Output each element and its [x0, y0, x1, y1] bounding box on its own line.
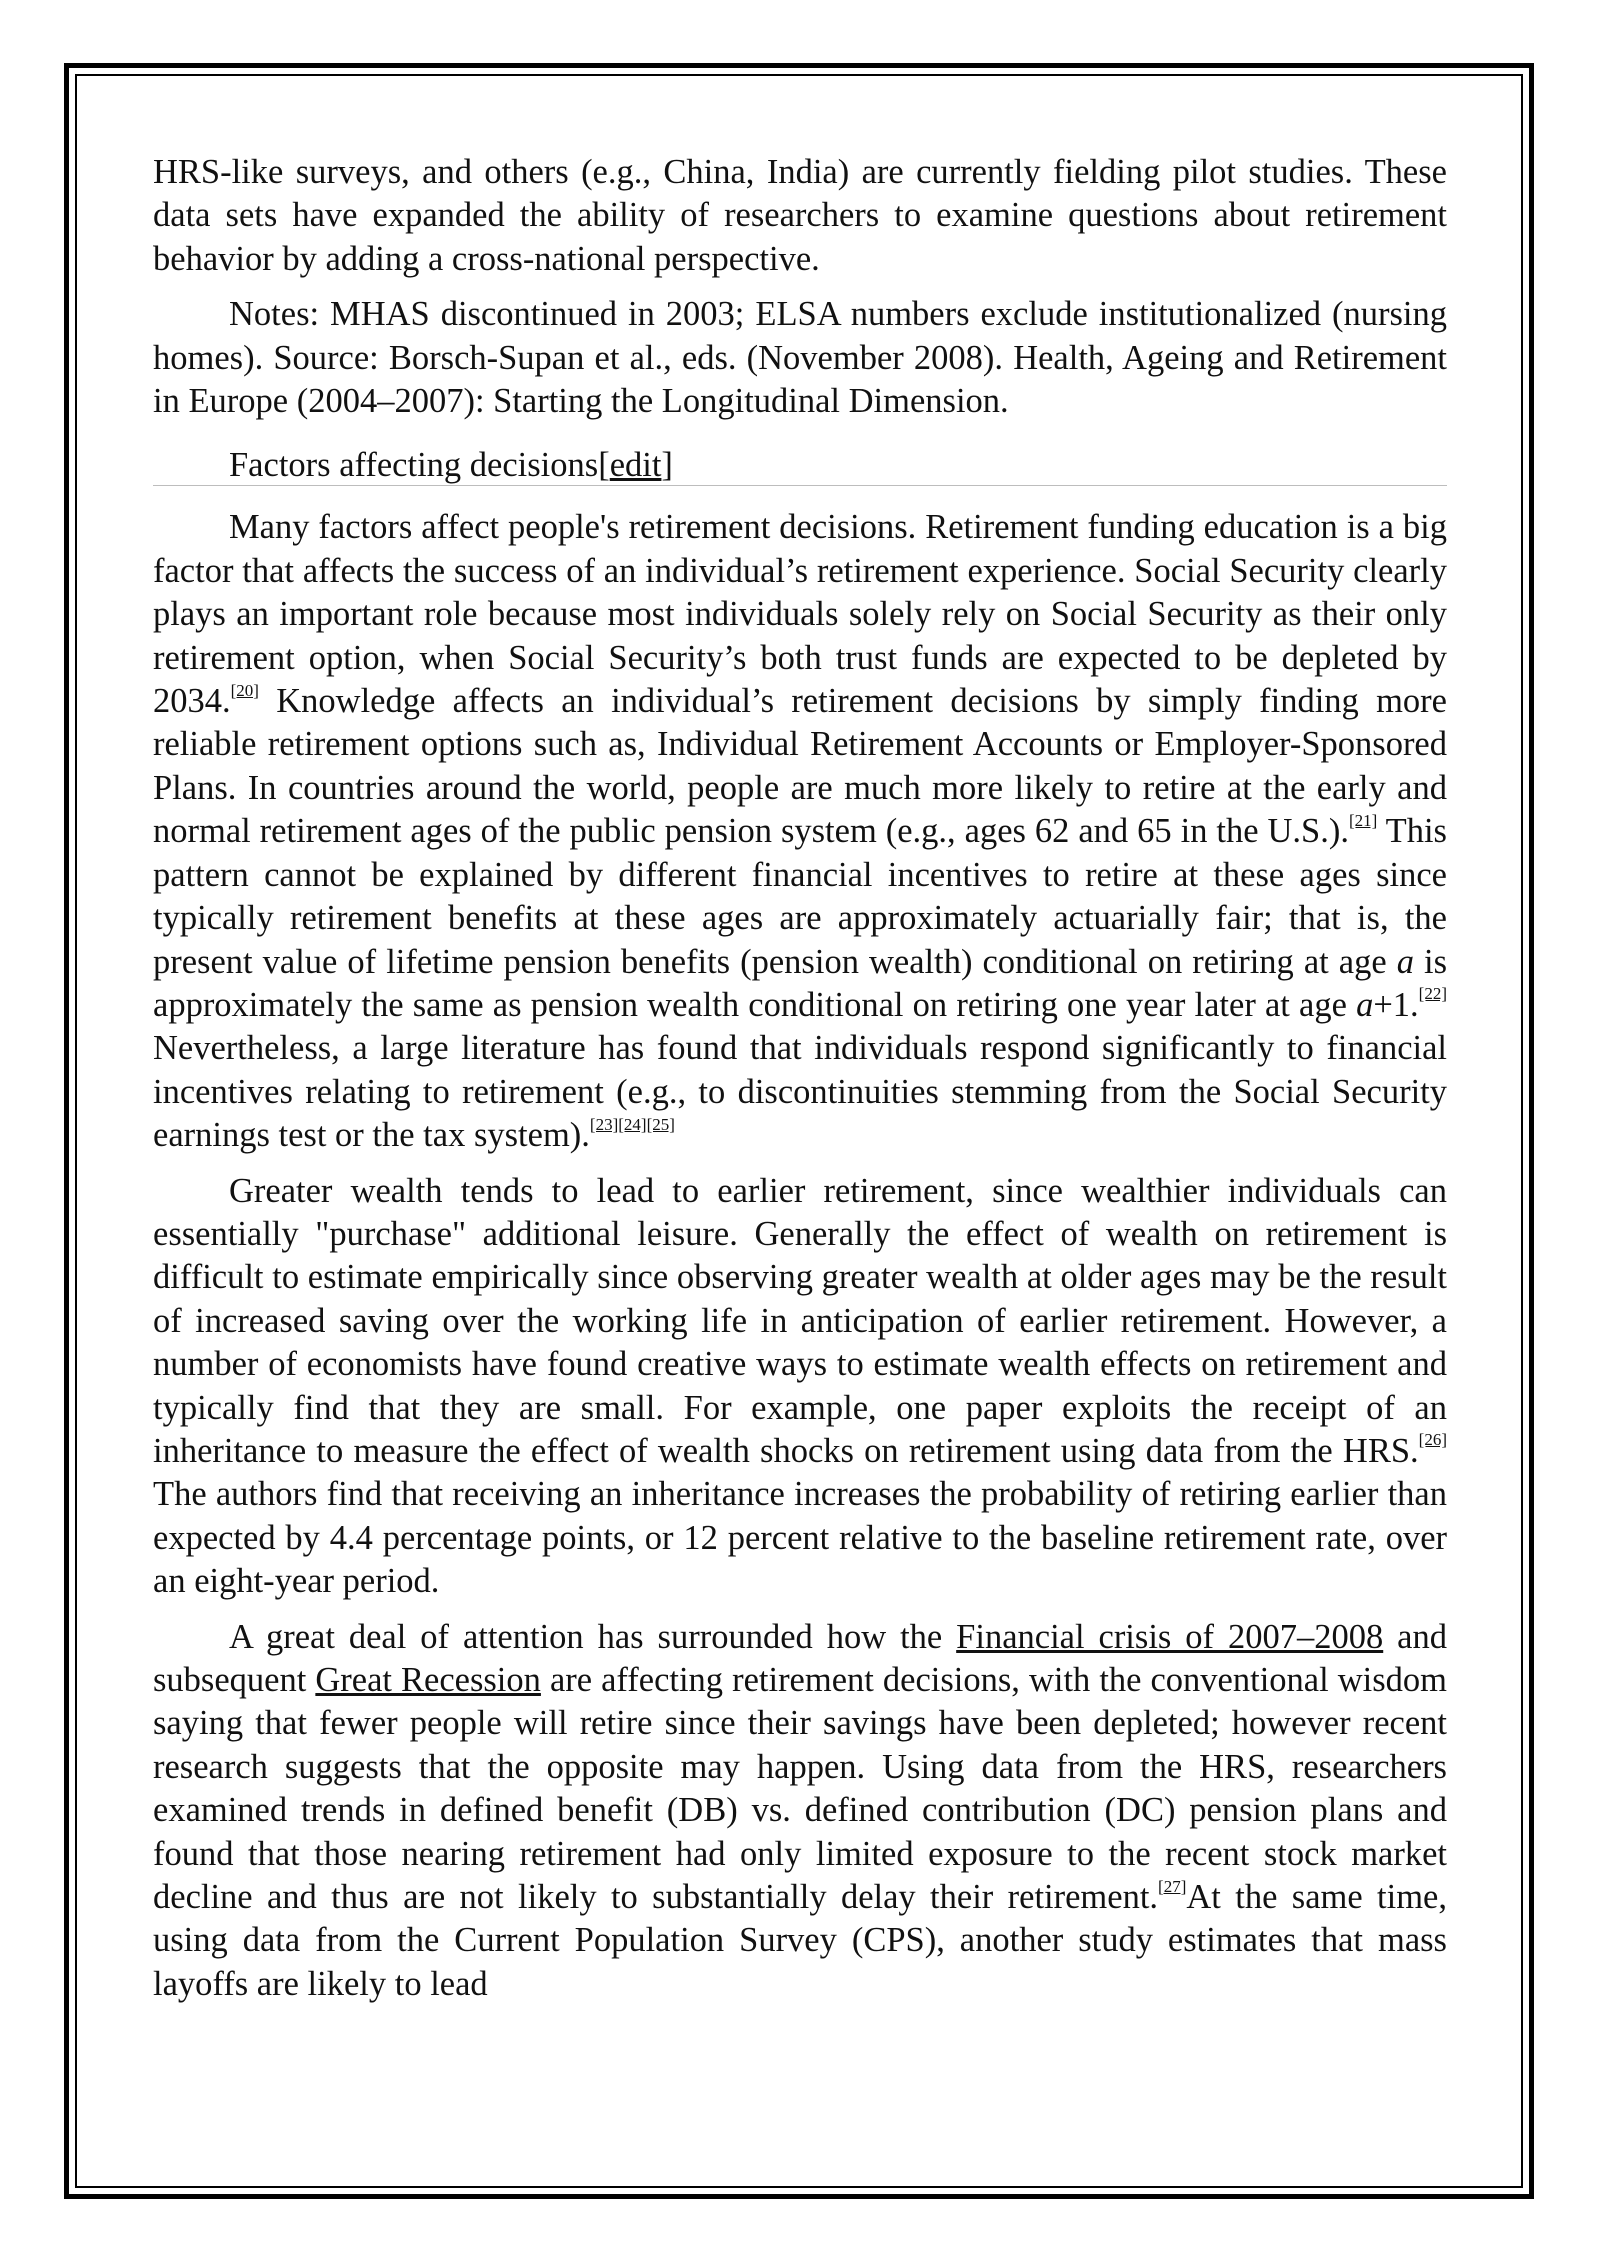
citation-26[interactable]: [26]: [1418, 1430, 1447, 1450]
section-heading-title: Factors affecting decisions: [229, 446, 599, 485]
citation-22[interactable]: [22]: [1418, 984, 1447, 1004]
edit-link[interactable]: edit: [609, 446, 662, 485]
link-financial-crisis[interactable]: Financial crisis of 2007–2008: [956, 1617, 1384, 1656]
link-great-recession[interactable]: Great Recession: [315, 1661, 541, 1699]
citation-27[interactable]: [27]: [1158, 1876, 1187, 1896]
citation-21[interactable]: [21]: [1348, 810, 1378, 830]
citation-23-25[interactable]: [590, 1115, 675, 1134]
citation-25: [25]: [646, 1114, 675, 1134]
paragraph-intro: HRS-like surveys, and others (e.g., China, India) are currently fielding pilot studies. These data sets have expanded the ability of researchers to examine questions about retirement behavior by adding a cross-national perspective.: [153, 153, 1447, 278]
citation-24: [24]: [618, 1114, 647, 1134]
paragraph-factors: Many factors affect people's retirement decisions. Retirement funding education is a big factor that affects the success of an individual’s retirement experience. Social Security clearly plays an important role because most individuals solely rely on Social Security as their only retirement option, when Social Security’s both trust funds are expected to be depleted by 2034.[20] Knowledge affects an individual’s retirement decisions by simply finding more reliable retirement options such as, Individual Retirement Accounts or Employer-Sponsored Plans. In countries around the world, people are much more likely to retire at the early and normal retirement ages of the public pension system (e.g., ages 62 and 65 in the U.S.).[21] This pattern cannot be explained by different financial incentives to retire at these ages since typically retirement benefits at these ages are approximately actuarially fair; that is, the present value of lifetime pension benefits (pension wealth) conditional on retiring at age a is approximately the same as pension wealth conditional on retiring one year later at age a+1.[22] Nevertheless, a large literature has found that individuals respond significantly to financial incentives relating to retirement (e.g., to discontinuities stemming from the Social Security earnings test or the tax system).[23][24][25]: [153, 508, 1448, 1155]
section-heading: Factors affecting decisions[edit]: [153, 445, 1447, 486]
document-body: [153, 151, 1447, 2018]
paragraph-wealth: Greater wealth tends to lead to earlier retirement, since wealthier individuals can essentially "purchase" additional leisure. Generally the effect of wealth on retirement is difficult to estimate empirically since observing greater wealth at older ages may be the result of increased saving over the working life in anticipation of earlier retirement. However, a number of economists have found creative ways to estimate wealth effects on retirement and typically find that they are small. For example, one paper exploits the receipt of an inheritance to measure the effect of wealth shocks on retirement using data from the HRS.[26] The authors find that receiving an inheritance increases the probability of retiring earlier than expected by 4.4 percentage points, or 12 percent relative to the baseline retirement rate, over an eight-year period.: [153, 1171, 1447, 1601]
paragraph-recession: A great deal of attention has surrounded how the Financial crisis of 2007–2008 and subsequent Great Recession are affecting retirement decisions, with the conventional wisdom saying that fewer people will retire since their savings have been depleted; however recent research suggests that the opposite may happen. Using data from the HRS, researchers examined trends in defined benefit (DB) vs. defined contribution (DC) pension plans and found that those nearing retirement had only limited exposure to the recent stock market decline and thus are not likely to substantially delay their retirement.[27]At the same time, using data from the Current Population Survey (CPS), another study estimates that mass layoffs are likely to lead: [153, 1617, 1447, 2003]
paragraph-notes: Notes: MHAS discontinued in 2003; ELSA numbers exclude institutionalized (nursing homes). Source: Borsch-Supan et al., eds. (November 2008). Health, Ageing and Retirement in Europe (2004–2007): Starting the Longitudinal Dimension.: [153, 295, 1447, 421]
citation-23: [23]: [589, 1114, 619, 1134]
citation-20[interactable]: [20]: [230, 680, 259, 700]
